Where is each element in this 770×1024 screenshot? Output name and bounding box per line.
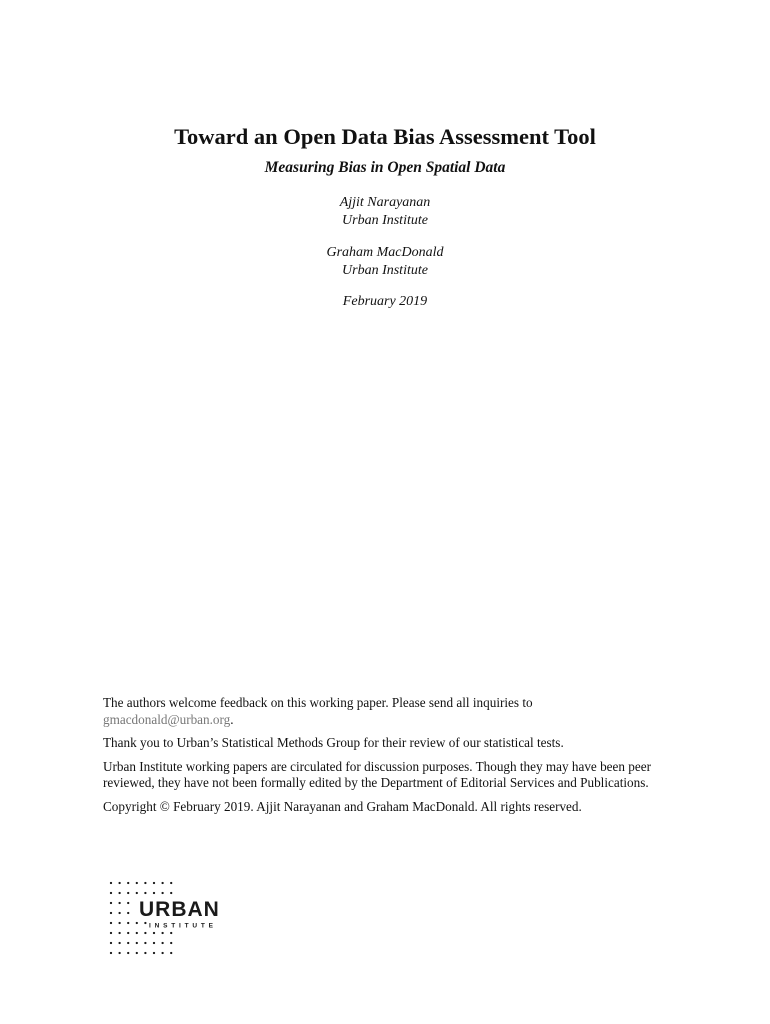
logo-dot bbox=[136, 932, 138, 934]
logo-dot bbox=[127, 922, 129, 924]
logo-dot bbox=[127, 912, 129, 914]
logo-dot bbox=[110, 892, 112, 894]
email-suffix: . bbox=[230, 711, 234, 727]
logo-dot bbox=[118, 952, 120, 954]
logo-dot bbox=[153, 892, 155, 894]
author-name: Ajjit Narayanan bbox=[339, 195, 431, 210]
publication-date: February 2019 bbox=[342, 294, 428, 309]
logo-dot bbox=[110, 932, 112, 934]
thanks-note: Thank you to Urban’s Statistical Methods Group for their review of our statistical tests. bbox=[103, 735, 564, 750]
logo-dot bbox=[110, 942, 112, 944]
title-block bbox=[0, 122, 770, 311]
urban-institute-logo bbox=[108, 879, 248, 961]
logo-dot bbox=[136, 952, 138, 954]
disclaimer-note: Urban Institute working papers are circulated for discussion purposes. Though they may have been peer reviewed, they have not been formally edited by the Department of Editorial Services and Publications. bbox=[103, 758, 651, 790]
logo-dot bbox=[161, 952, 163, 954]
paper-subtitle: Measuring Bias in Open Spatial Data bbox=[264, 159, 506, 176]
feedback-text: The authors welcome feedback on this working paper. Please send all inquiries to bbox=[103, 695, 533, 710]
logo-dot bbox=[118, 922, 120, 924]
logo-dot bbox=[110, 882, 112, 884]
logo-dot bbox=[127, 932, 129, 934]
logo-dot bbox=[161, 892, 163, 894]
logo-dot bbox=[127, 952, 129, 954]
logo-dot bbox=[153, 932, 155, 934]
logo-dot bbox=[170, 942, 172, 944]
email-link[interactable]: gmacdonald@urban.org bbox=[103, 711, 231, 727]
logo-dot bbox=[144, 882, 146, 884]
author-name: Graham MacDonald bbox=[326, 245, 444, 260]
author-1 bbox=[0, 194, 770, 230]
feedback-note bbox=[103, 695, 663, 728]
logo-dot bbox=[110, 952, 112, 954]
logo-subword: INSTITUTE bbox=[149, 922, 217, 930]
front-matter-notes bbox=[103, 695, 663, 822]
logo-dot bbox=[127, 902, 129, 904]
paper-title: Toward an Open Data Bias Assessment Tool bbox=[174, 124, 596, 149]
author-2 bbox=[0, 244, 770, 280]
logo-dot bbox=[110, 912, 112, 914]
logo-dot bbox=[144, 892, 146, 894]
logo-dot bbox=[161, 942, 163, 944]
logo-dot bbox=[144, 932, 146, 934]
logo-dot bbox=[170, 952, 172, 954]
logo-dot bbox=[136, 892, 138, 894]
logo-dot bbox=[110, 902, 112, 904]
logo-dot bbox=[127, 942, 129, 944]
logo-dot bbox=[118, 912, 120, 914]
logo-dot bbox=[144, 942, 146, 944]
logo-dot bbox=[118, 942, 120, 944]
logo-dot bbox=[136, 882, 138, 884]
logo-dot bbox=[170, 892, 172, 894]
logo-dot bbox=[153, 882, 155, 884]
logo-dot bbox=[136, 942, 138, 944]
logo-dot bbox=[144, 952, 146, 954]
logo-dot bbox=[144, 922, 146, 924]
logo-dot bbox=[118, 932, 120, 934]
logo-dot bbox=[161, 932, 163, 934]
logo-wordmark: URBAN bbox=[139, 898, 220, 921]
logo-dot bbox=[127, 892, 129, 894]
logo-dot bbox=[118, 902, 120, 904]
author-affiliation: Urban Institute bbox=[342, 263, 428, 278]
copyright-note: Copyright © February 2019. Ajjit Narayanan and Graham MacDonald. All rights reserved. bbox=[103, 798, 582, 814]
logo-dot bbox=[118, 882, 120, 884]
logo-dot bbox=[136, 922, 138, 924]
logo-dot bbox=[127, 882, 129, 884]
logo-dot bbox=[170, 882, 172, 884]
logo-dot bbox=[170, 932, 172, 934]
author-affiliation: Urban Institute bbox=[342, 213, 428, 228]
logo-dot bbox=[153, 952, 155, 954]
logo-dot bbox=[110, 922, 112, 924]
logo-dot bbox=[118, 892, 120, 894]
logo-dot bbox=[161, 882, 163, 884]
logo-dot bbox=[153, 942, 155, 944]
